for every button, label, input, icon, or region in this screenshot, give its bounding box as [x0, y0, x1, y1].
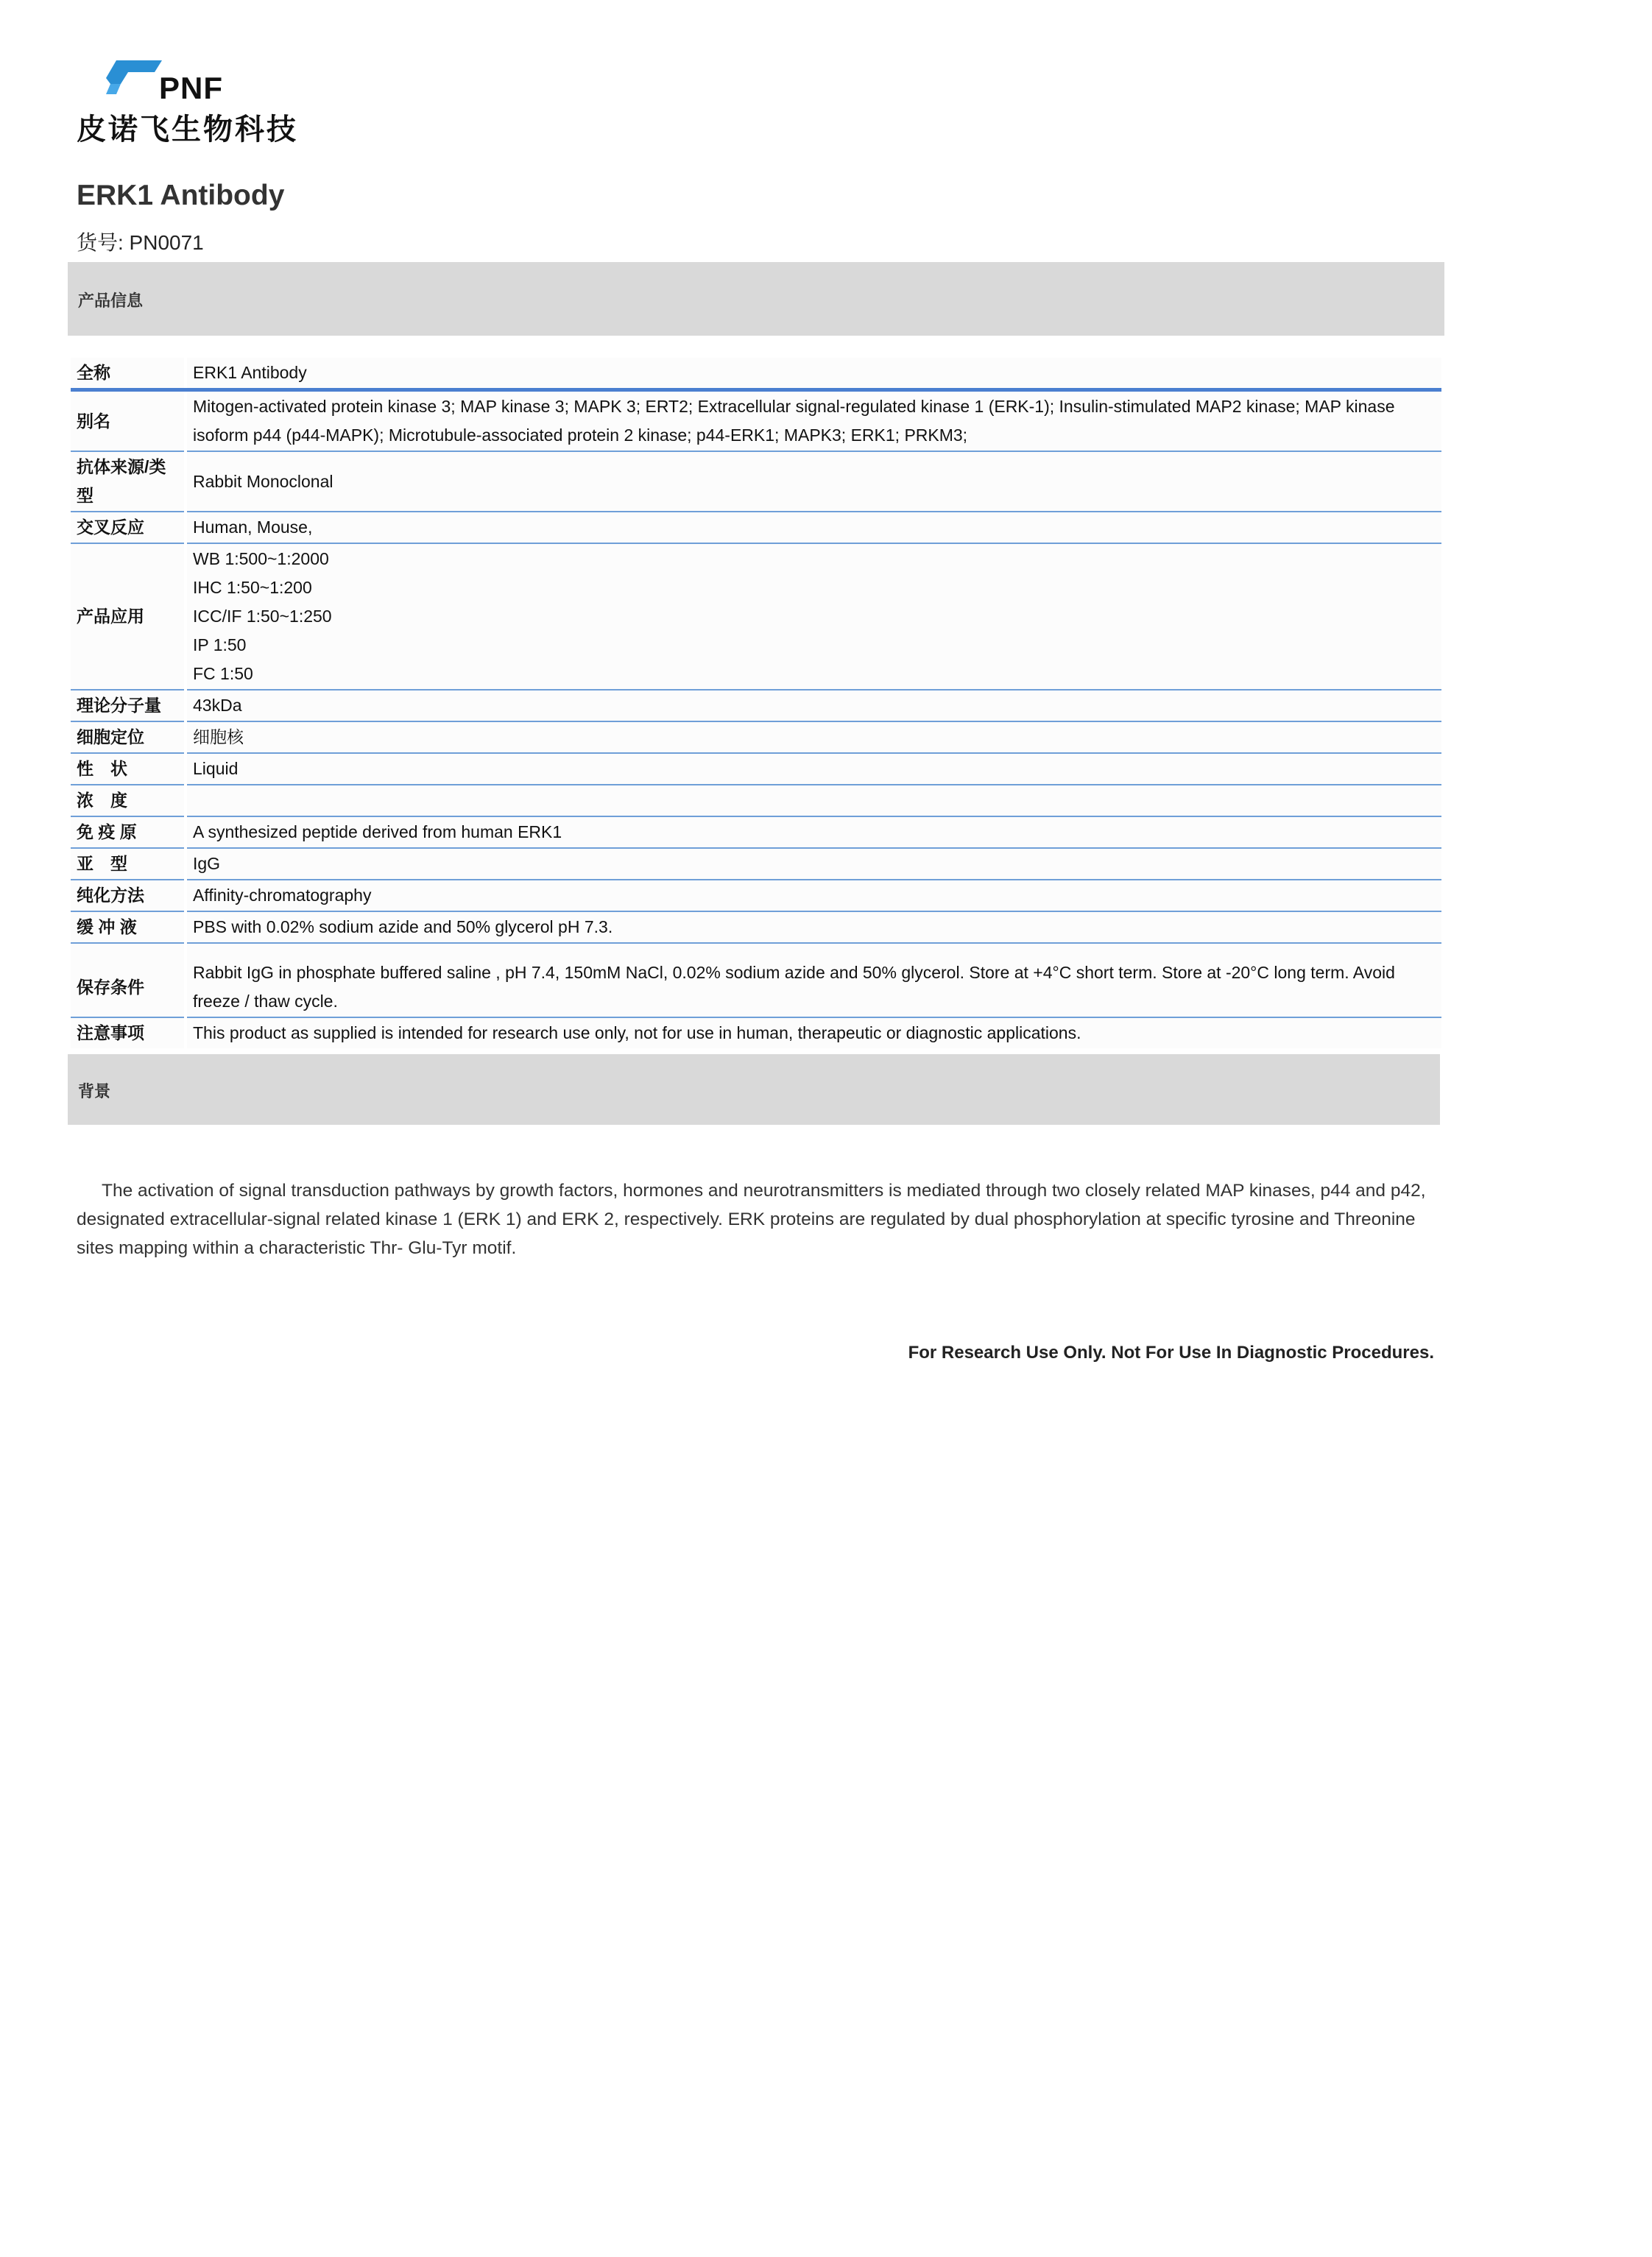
- info-value: Rabbit Monoclonal: [186, 451, 1441, 512]
- pnf-logo-icon: [106, 60, 163, 97]
- info-label: 缓 冲 液: [71, 911, 186, 943]
- info-label: 亚 型: [71, 848, 186, 880]
- application-line: IP 1:50: [193, 635, 247, 654]
- info-row: [71, 753, 1441, 785]
- section-title: 产品信息: [78, 292, 144, 310]
- info-value: Affinity-chromatography: [186, 880, 1441, 911]
- info-row: [71, 1017, 1441, 1048]
- product-title: ERK1 Antibody: [77, 180, 285, 211]
- application-line: FC 1:50: [193, 664, 253, 683]
- info-row: [71, 358, 1441, 390]
- info-label: 别名: [71, 390, 186, 452]
- info-label: 浓 度: [71, 785, 186, 816]
- info-value: 43kDa: [186, 690, 1441, 721]
- background-paragraph: [77, 1176, 1439, 1262]
- info-value: IgG: [186, 848, 1441, 880]
- application-line: ICC/IF 1:50~1:250: [193, 607, 332, 626]
- info-value: PBS with 0.02% sodium azide and 50% glycerol pH 7.3.: [186, 911, 1441, 943]
- footer-disclaimer: For Research Use Only. Not For Use In Diagnostic Procedures.: [908, 1343, 1434, 1363]
- product-info-table: [71, 358, 1441, 1048]
- catalog-number: 货号: PN0071: [77, 231, 204, 254]
- info-label: 交叉反应: [71, 512, 186, 543]
- info-value: A synthesized peptide derived from human ERK1: [186, 816, 1441, 848]
- info-label: 注意事项: [71, 1017, 186, 1048]
- info-label: 免 疫 原: [71, 816, 186, 848]
- info-value: 细胞核: [186, 721, 1441, 753]
- company-name: 皮诺飞生物科技: [77, 113, 298, 146]
- info-value: ERK1 Antibody: [186, 358, 1441, 390]
- info-value: Human, Mouse,: [186, 512, 1441, 543]
- background-text: The activation of signal transduction pathways by growth factors, hormones and neurotransmitters is mediated through two closely related MAP kinases, p44 and p42, designated extracellular-signal related kinase 1 (ERK 1) and ERK 2, respectively. ERK proteins are regulated by dual phosphorylation at specific tyrosine and Threonine sites mapping within a characteristic Thr- Glu-Tyr motif.: [77, 1181, 1426, 1258]
- section-title: 背景: [78, 1082, 111, 1101]
- info-row: [71, 390, 1441, 452]
- section-header-info: [68, 262, 1444, 336]
- info-row: [71, 721, 1441, 753]
- info-label: 纯化方法: [71, 880, 186, 911]
- info-row: [71, 512, 1441, 543]
- info-value: This product as supplied is intended for research use only, not for use in human, therapeutic or diagnostic applications.: [186, 1017, 1441, 1048]
- application-line: WB 1:500~1:2000: [193, 549, 329, 568]
- info-row: [71, 880, 1441, 911]
- info-value: Liquid: [186, 753, 1441, 785]
- info-row: [71, 451, 1441, 512]
- info-row: [71, 690, 1441, 721]
- info-row: [71, 816, 1441, 848]
- info-label: 产品应用: [71, 543, 186, 690]
- info-row: [71, 785, 1441, 816]
- info-row: [71, 943, 1441, 1017]
- application-line: IHC 1:50~1:200: [193, 578, 312, 597]
- info-value: Rabbit IgG in phosphate buffered saline , pH 7.4, 150mM NaCl, 0.02% sodium azide and 50% glycerol. Store at +4°C short term. Store at -20°C long term. Avoid freeze / thaw cycle.: [186, 943, 1441, 1017]
- info-value: [186, 785, 1441, 816]
- company-logo: [77, 57, 297, 146]
- info-value: Mitogen-activated protein kinase 3; MAP kinase 3; MAPK 3; ERT2; Extracellular signal-regulated kinase 1 (ERK-1); Insulin-stimulated MAP2 kinase; MAP kinase isoform p44 (p44-MAPK); Microtubule-associated protein 2 kinase; p44-ERK1; MAPK3; ERK1; PRKM3;: [186, 390, 1441, 452]
- info-label: 细胞定位: [71, 721, 186, 753]
- logo-text: PNF: [159, 71, 223, 105]
- info-label: 理论分子量: [71, 690, 186, 721]
- info-label: 抗体来源/类型: [71, 451, 186, 512]
- info-label: 性 状: [71, 753, 186, 785]
- info-row: [71, 848, 1441, 880]
- info-row: [71, 543, 1441, 690]
- info-label: 全称: [71, 358, 186, 390]
- section-header-background: [68, 1054, 1440, 1125]
- info-value: [186, 543, 1441, 690]
- info-label: 保存条件: [71, 943, 186, 1017]
- info-row: [71, 911, 1441, 943]
